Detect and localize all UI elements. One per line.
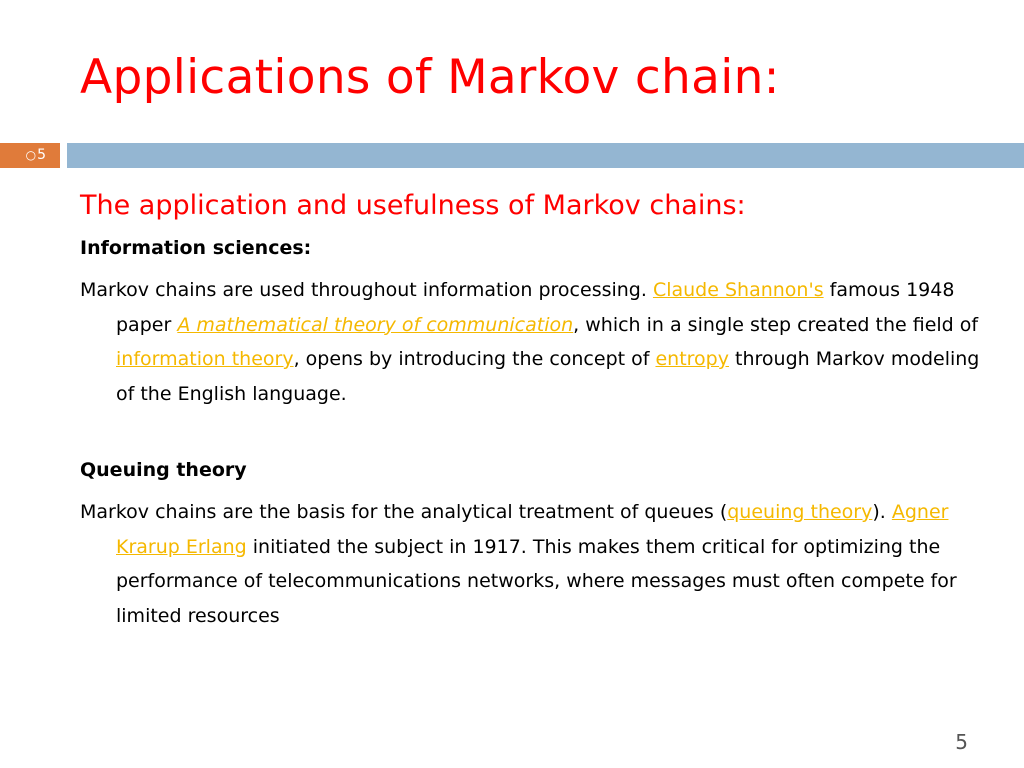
link-agner-krarup-erlang[interactable]: Agner Krarup Erlang <box>116 501 949 558</box>
text-segment: , opens by introducing the concept of <box>293 348 656 370</box>
content-subtitle: The application and usefulness of Markov chains: <box>80 190 746 221</box>
slide-content <box>80 190 980 633</box>
text-segment: Markov chains are the basis for the analytical treatment of queues ( <box>80 501 728 523</box>
text-segment: famous 1948 paper <box>116 279 955 336</box>
page-number: 5 <box>955 730 968 754</box>
text-segment: , which in a single step created the field of <box>573 313 979 336</box>
link-information-theory[interactable]: information theory <box>116 348 294 370</box>
link-claude-shannon[interactable]: Claude Shannon's <box>652 279 824 301</box>
text-segment: through Markov modeling of the English language. <box>116 348 980 405</box>
section-heading-queuing-theory: Queuing theory <box>80 459 247 481</box>
link-mathematical-theory[interactable]: A mathematical theory of communication <box>177 313 574 336</box>
text-segment: ). <box>872 501 892 523</box>
paragraph-information-sciences <box>80 273 980 411</box>
section-heading-information-sciences: Information sciences: <box>80 237 312 259</box>
slide-number-badge-text: 5 <box>37 147 46 163</box>
circle-bullet-icon: ○ <box>25 148 37 162</box>
link-entropy[interactable]: entropy <box>655 348 729 370</box>
text-segment: initiated the subject in 1917. This makes them critical for optimizing the performance of telecommunications networks, where messages must often compete for limited resources <box>116 535 957 627</box>
blue-divider-bar <box>67 143 1024 168</box>
header-bar <box>0 143 1024 168</box>
slide-title: Applications of Markov chain: <box>80 50 780 105</box>
paragraph-queuing-theory <box>80 495 980 633</box>
slide-number-badge <box>0 143 60 168</box>
spacer <box>80 411 980 459</box>
link-queuing-theory[interactable]: queuing theory <box>727 501 873 523</box>
text-segment: Markov chains are used throughout information processing. <box>80 279 653 301</box>
